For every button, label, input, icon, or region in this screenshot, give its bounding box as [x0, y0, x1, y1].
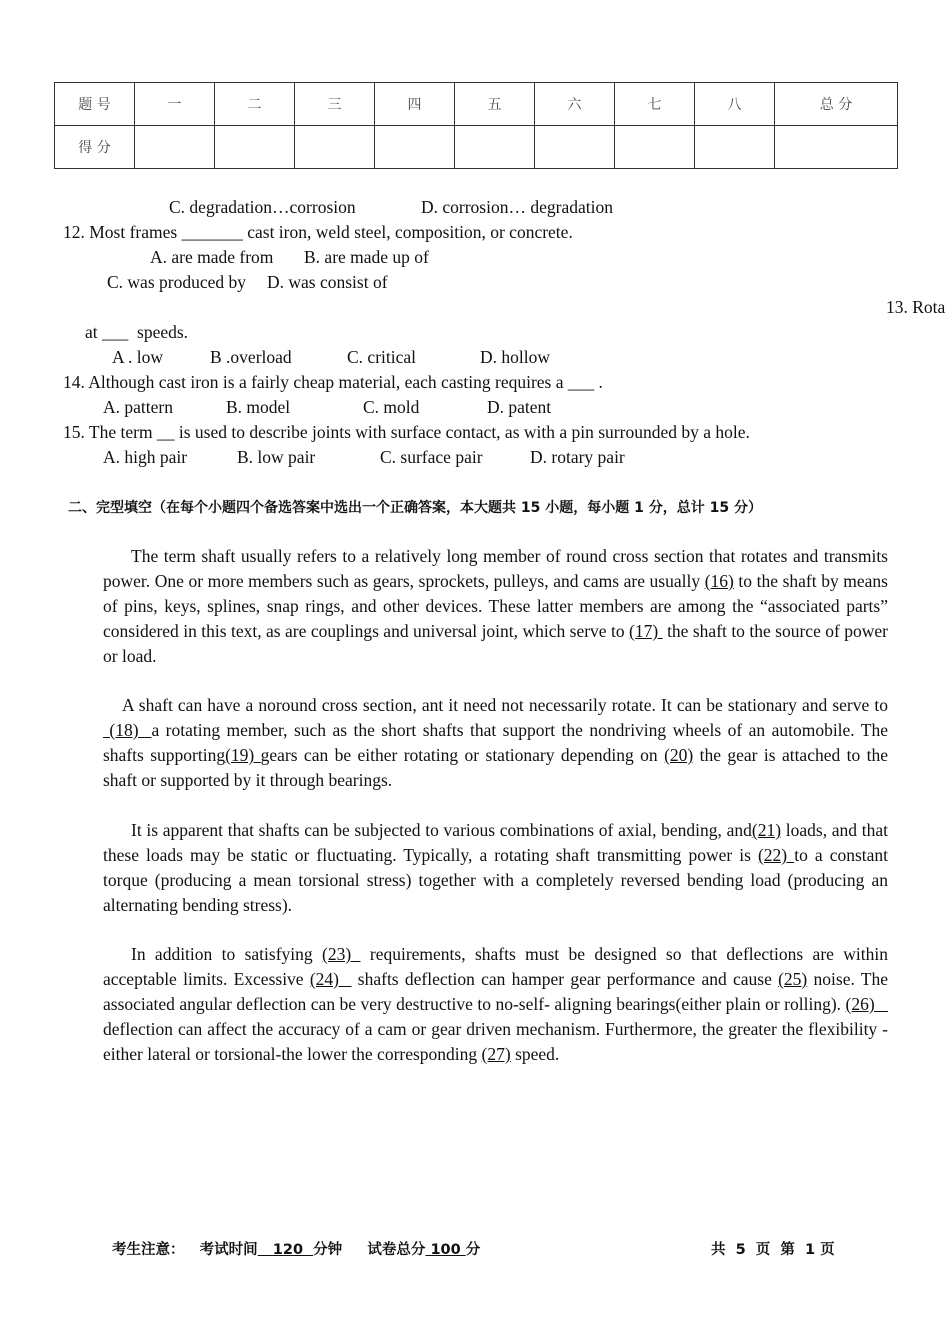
table-header-cell: 六 — [535, 83, 615, 126]
table-header-cell: 二 — [215, 83, 295, 126]
score-cell[interactable] — [135, 126, 215, 169]
score-cell[interactable] — [295, 126, 375, 169]
q12-option-c: C. was produced by — [107, 272, 247, 292]
blank-20[interactable]: (20) — [664, 745, 694, 765]
q13-option-c: C. critical — [347, 347, 417, 367]
q12-option-a: A. are made from — [150, 247, 274, 267]
paragraph-text: A shaft can have a noround cross section, ant it need not necessarily rotate. It can be stationary and serve to — [122, 695, 888, 715]
paragraph-text: loads, and that these loads may be static or fluctuating. Typically, a rotating shaft transmitting power is — [103, 820, 888, 865]
blank-17[interactable]: (17) — [629, 621, 663, 641]
paragraph-text: speed. — [510, 1044, 560, 1064]
q11-option-c: C. degradation…corrosion — [169, 197, 356, 217]
table-row-label: 得 分 — [55, 126, 135, 169]
paragraph-text: to a constant torque (producing a mean torsional stress) together with a completely reversed bending load (producing an alternating bending stress). — [103, 845, 889, 915]
cloze-paragraph-2 — [103, 693, 888, 793]
notice-label: 考生注意： — [112, 1242, 185, 1258]
page-info: 共 5 页 第 1 页 — [711, 1242, 835, 1258]
score-cell[interactable] — [215, 126, 295, 169]
paragraph-text: the shaft to the source of power or load. — [103, 621, 889, 666]
blank-22[interactable]: (22) — [757, 845, 795, 865]
table-header-cell: 总 分 — [775, 83, 898, 126]
paragraph-text: deflection can affect the accuracy of a cam or gear driven mechanism. Furthermore, the greater the flexibility -either lateral or torsional-the lower the corresponding — [103, 1019, 888, 1064]
q11-option-d: D. corrosion… degradation — [421, 197, 613, 217]
q15-stem: 15. The term __ is used to describe joints with surface contact, as with a pin surrounded by a hole. — [63, 422, 750, 442]
table-header-cell: 一 — [135, 83, 215, 126]
total-label: 试卷总分 — [367, 1242, 426, 1258]
cloze-paragraph-1 — [103, 544, 888, 669]
cloze-paragraph-4 — [103, 942, 888, 1067]
total-value: 100 — [425, 1242, 466, 1258]
score-cell[interactable] — [775, 126, 898, 169]
paragraph-text: the gear is attached to the shaft or supported by it through bearings. — [103, 745, 888, 790]
score-cell[interactable] — [615, 126, 695, 169]
score-table-header-row — [55, 83, 898, 126]
q14-option-b: B. model — [226, 397, 291, 417]
q13-stem-end: at ___ speeds. — [85, 322, 189, 342]
q14-option-d: D. patent — [487, 397, 552, 417]
time-unit: 分钟 — [313, 1242, 343, 1258]
blank-26[interactable]: (26) — [845, 994, 888, 1014]
paragraph-text: noise. The associated angular deflection can be very destructive to no-self- aligning bearings(either plain or rolling). — [103, 969, 888, 1014]
table-header-cell: 四 — [375, 83, 455, 126]
paragraph-text: requirements, shafts must be designed so that deflections are within acceptable limits. Excessive — [103, 944, 888, 989]
score-table — [54, 82, 898, 169]
q12-option-b: B. are made up of — [304, 247, 429, 267]
q15-option-c: C. surface pair — [380, 447, 483, 467]
blank-21[interactable]: (21) — [751, 820, 782, 840]
paragraph-text: The term shaft usually refers to a relatively long member of round cross section that rotates and transmits power. One or more members such as gears, sprockets, pulleys, and cams are usually — [103, 546, 888, 591]
q15-option-d: D. rotary pair — [530, 447, 625, 467]
q14-stem: 14. Although cast iron is a fairly cheap material, each casting requires a ___ . — [63, 372, 603, 392]
footer-notice — [112, 1238, 480, 1259]
q12-stem: 12. Most frames _______ cast iron, weld steel, composition, or concrete. — [63, 222, 573, 242]
blank-18[interactable]: (18) — [103, 720, 152, 740]
section-heading: 二、完型填空（在每个小题四个备选答案中选出一个正确答案，本大题共 15 小题，每小题 1 分，总计 15 分） — [68, 500, 762, 516]
q13-option-d: D. hollow — [480, 347, 550, 367]
paragraph-text: gears can be either rotating or stationary depending on — [260, 745, 665, 765]
blank-24[interactable]: (24) — [309, 969, 352, 989]
q14-option-a: A. pattern — [103, 397, 173, 417]
q13-option-b: B .overload — [210, 347, 292, 367]
score-table-score-row — [55, 126, 898, 169]
q15-option-b: B. low pair — [237, 447, 316, 467]
paragraph-text: It is apparent that shafts can be subjected to various combinations of axial, bending, and — [131, 820, 752, 840]
blank-25[interactable]: (25) — [778, 969, 808, 989]
table-header-cell: 题 号 — [55, 83, 135, 126]
q15-option-a: A. high pair — [103, 447, 188, 467]
blank-16[interactable]: (16) — [704, 571, 734, 591]
q13-option-a: A . low — [112, 347, 164, 367]
q12-option-d: D. was consist of — [267, 272, 388, 292]
paragraph-text: shafts deflection can hamper gear performance and cause — [351, 969, 779, 989]
score-cell[interactable] — [535, 126, 615, 169]
table-header-cell: 七 — [615, 83, 695, 126]
table-header-cell: 八 — [695, 83, 775, 126]
blank-27[interactable]: (27) — [481, 1044, 511, 1064]
paragraph-text: to the shaft by means of pins, keys, splines, snap rings, and other devices. These latter members are among the “associated parts” considered in this text, as are couplings and universal joint, which serve to — [103, 571, 888, 641]
cloze-paragraph-3 — [103, 818, 888, 918]
time-label: 考试时间 — [199, 1242, 258, 1258]
score-cell[interactable] — [695, 126, 775, 169]
blank-23[interactable]: (23) — [322, 944, 361, 964]
paragraph-text: a rotating member, such as the short shafts that support the nondriving wheels of an automobile. The shafts supporting — [103, 720, 889, 765]
q13-stem-start: 13. Rota — [886, 297, 946, 317]
table-header-cell: 五 — [455, 83, 535, 126]
blank-19[interactable]: (19) — [225, 745, 261, 765]
total-unit: 分 — [465, 1242, 481, 1258]
table-header-cell: 三 — [295, 83, 375, 126]
score-cell[interactable] — [455, 126, 535, 169]
time-value: 120 — [257, 1242, 314, 1258]
q14-option-c: C. mold — [363, 397, 420, 417]
paragraph-text: In addition to satisfying — [131, 944, 322, 964]
score-cell[interactable] — [375, 126, 455, 169]
